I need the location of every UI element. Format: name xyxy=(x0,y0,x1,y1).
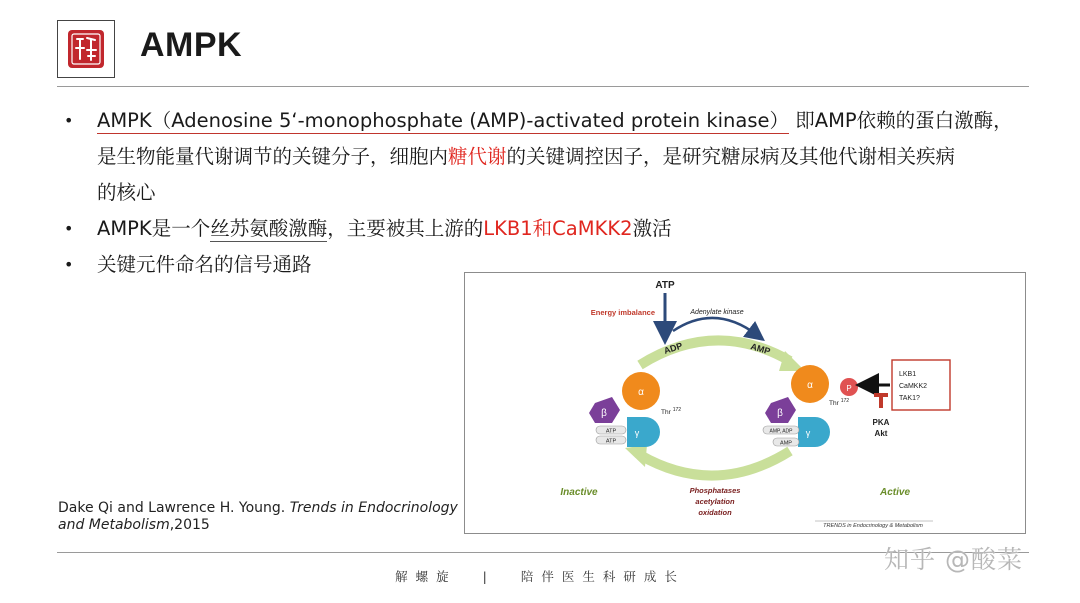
page-title: AMPK xyxy=(140,26,243,64)
logo xyxy=(57,20,115,78)
highlight-upstream-kinases: LKB1和CaMKK2 xyxy=(483,217,633,240)
thr-label-inactive: Thr $^{172}$ xyxy=(661,407,682,416)
ampk-cycle-diagram xyxy=(465,273,1025,533)
gamma-subunit-active xyxy=(798,417,830,447)
bullet-dot: • xyxy=(64,219,74,238)
adp-label: ADP xyxy=(662,340,684,356)
akt-label: Akt xyxy=(874,429,888,438)
ampk-full-name: AMPK（Adenosine 5‘-monophosphate (AMP)-activated protein kinase） xyxy=(97,109,790,132)
inactive-label: Inactive xyxy=(560,487,598,498)
cycle-bottom-arrow xyxy=(640,451,790,476)
thr-label-active: Thr $^{172}$ xyxy=(829,398,850,407)
journal-credit: TRENDS in Endocrinology & Metabolism xyxy=(823,523,923,529)
gamma-label-active: γ xyxy=(805,428,811,438)
ampk-role-text-end: 的核心 xyxy=(97,181,156,204)
alpha-label-inactive: α xyxy=(638,387,644,398)
citation-journal: Trends in Endocrinology xyxy=(289,500,458,516)
citation-year: ,2015 xyxy=(169,517,210,533)
adenylate-kinase-arrow xyxy=(673,318,757,335)
alpha-label-active: α xyxy=(807,380,813,391)
serine-threonine-kinase: 丝苏氨酸激酶 xyxy=(210,217,328,240)
pathway-text: 关键元件命名的信号通路 xyxy=(97,253,312,276)
acetylation-label: acetylation xyxy=(695,497,735,506)
ampk-gloss: 即AMP依赖的蛋白激酶， xyxy=(795,109,1013,132)
citation xyxy=(58,500,458,534)
phospho-label: P xyxy=(846,384,852,393)
oxidation-label: oxidation xyxy=(698,508,732,517)
kinase-text-mid: ，主要被其上游的 xyxy=(327,217,484,240)
watermark: 知乎 @酸菜 xyxy=(884,545,1023,574)
beta-label-inactive: β xyxy=(601,408,607,419)
ampk-role-text-cont: 的关键调控因子，是研究糖尿病及其他代谢相关疾病 xyxy=(506,145,956,168)
pka-label: PKA xyxy=(872,418,890,427)
footer-brand: 解螺旋 xyxy=(395,569,457,584)
atp-label: ATP xyxy=(655,280,675,291)
phosphatases-label: Phosphatases xyxy=(689,486,741,495)
kinase-text: AMPK是一个 xyxy=(97,217,211,240)
active-label: Active xyxy=(879,487,911,498)
kinase-text-end: 激活 xyxy=(632,217,672,240)
title-divider xyxy=(57,86,1029,87)
adenylate-kinase-label: Adenylate kinase xyxy=(690,309,744,316)
ampk-activation-figure xyxy=(464,272,1026,534)
upstream-tak1: TAK1? xyxy=(899,395,920,402)
atp-ligand-1-label: ATP xyxy=(605,428,617,435)
upstream-lkb1: LKB1 xyxy=(899,371,917,378)
bullet-item-kinase xyxy=(60,211,1050,247)
beta-label-active: β xyxy=(777,408,783,419)
bullet-dot: • xyxy=(64,255,74,274)
amp-label: AMP xyxy=(749,341,772,357)
inhibition-icon xyxy=(874,395,888,408)
upstream-camkk2: CaMKK2 xyxy=(899,383,928,390)
highlight-glucose-metabolism: 糖代谢 xyxy=(448,145,507,168)
bullet-dot: • xyxy=(64,111,74,130)
amp-ligand-label: AMP xyxy=(780,440,792,447)
citation-authors: Dake Qi and Lawrence H. Young. xyxy=(58,500,290,516)
ampk-role-text: 是生物能量代谢调节的关键分子，细胞内 xyxy=(97,145,449,168)
citation-journal-cont: and Metabolism xyxy=(58,517,170,533)
bullet-item-ampk-definition xyxy=(60,103,1050,211)
cycle-bottom-arrowhead xyxy=(625,445,647,467)
seal-logo-icon xyxy=(63,26,109,72)
atp-ligand-2-label: ATP xyxy=(605,438,617,445)
gamma-subunit-inactive xyxy=(627,417,660,447)
footer-separator: | xyxy=(482,569,495,584)
footer-tagline: 陪伴医生科研成长 xyxy=(520,569,685,584)
energy-imbalance-label: Energy imbalance xyxy=(590,308,655,317)
amp-adp-ligand-label: AMP, ADP xyxy=(769,428,793,435)
bullet-list xyxy=(60,103,1050,283)
gamma-label-inactive: γ xyxy=(634,428,640,438)
